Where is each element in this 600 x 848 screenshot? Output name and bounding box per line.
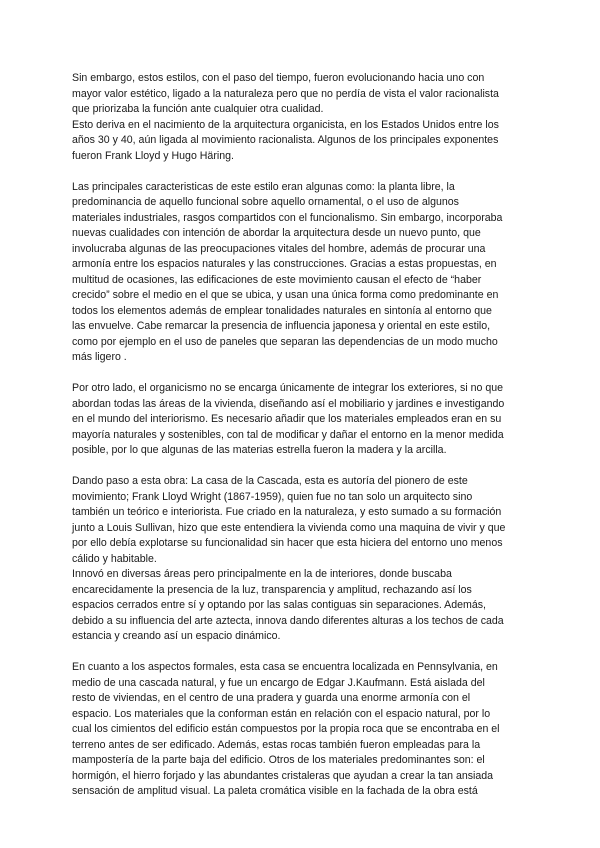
text-line: que priorizaba la función ante cualquier otra cualidad.: [72, 103, 324, 115]
text-line: nuevas cualidades con intención de abordar la arquitectura desde un nuevo punto, que: [72, 227, 481, 239]
text-line: Sin embargo, estos estilos, con el paso del tiempo, fueron evolucionando hacia uno con: [72, 72, 485, 84]
text-line: todos los elementos además de emplear tonalidades naturales en sintonía al entorno que: [72, 304, 492, 317]
paragraph: [72, 180, 534, 366]
text-line: también un teórico e interiorista. Fue criado en la naturaleza, y esto sumado a su formación: [72, 506, 502, 518]
text-line: En cuanto a los aspectos formales, esta casa se encuentra localizada en Pennsylvania, en: [72, 661, 498, 673]
text-line: estancia y creando así un espacio dinámico.: [72, 630, 281, 642]
text-line: armonía entre los espacios naturales y las construcciones. Gracias a estas propuestas, en: [72, 258, 497, 270]
text-line: Por otro lado, el organicismo no se encarga únicamente de integrar los exteriores, si no que: [72, 382, 504, 394]
text-line: fueron Frank Lloyd y Hugo Häring.: [72, 149, 234, 162]
text-line: Las principales caracteristicas de este estilo eran algunas como: la planta libre, la: [72, 180, 455, 193]
text-line: mampostería de la parte baja del edificio. Otros de los materiales predominantes son: el: [72, 754, 485, 766]
text-line: mayoría naturales y sostenibles, con tal de modificar y dañar el entorno en la menor medida: [72, 428, 504, 441]
text-line: materiales industriales, rasgos compartidos con el funcionalismo. Sin embargo, incorporaba: [72, 211, 503, 224]
text-line: posible, por lo que algunas de las materias estrella fueron la madera y la arcilla.: [72, 444, 447, 456]
text-line: las envuelve. Cabe remarcar la presencia de influencia japonesa y oriental en este estilo,: [72, 320, 491, 332]
text-line: resto de viviendas, en el centro de una pradera y guarda una enorme armonía con el: [72, 692, 471, 704]
text-line: sensación de amplitud visual. La paleta cromática visible en la fachada de la obra está: [72, 785, 478, 797]
document-body: [72, 71, 534, 815]
text-line: años 30 y 40, aún ligada al movimiento racionalista. Algunos de los principales exponentes: [72, 134, 499, 146]
text-line: espacios cerrados entre sí y optando por las salas contiguas sin separaciones. Además,: [72, 599, 486, 611]
text-line: predominancia de aquello funcional sobre aquello ornamental, o el uso de algunos: [72, 196, 459, 208]
text-line: junto a Louis Sullivan, hizo que este entendiera la vivienda como una maquina de vivir y que: [72, 521, 506, 534]
text-line: medio de una cascada natural, y fue un encargo de Edgar J.Kaufmann. Está aislada del: [72, 676, 485, 689]
text-line: movimiento; Frank Lloyd Wright (1867-1959), quien fue no tan solo un arquitecto sino: [72, 490, 473, 503]
text-line: Esto deriva en el nacimiento de la arquitectura organicista, en los Estados Unidos entre los: [72, 118, 499, 131]
paragraph: [72, 381, 534, 459]
text-line: mayor valor estético, ligado a la naturaleza pero que no perdía de vista el valor racionalista: [72, 87, 499, 100]
text-line: Innovó en diversas áreas pero principalmente en la de interiores, donde buscaba: [72, 568, 452, 580]
text-line: debido a su influencia del arte aztecta, innova dando diferentes alturas a los techos de cada: [72, 614, 504, 627]
text-line: multitud de ocasiones, las edificaciones de este movimiento causan el efecto de “haber: [72, 273, 482, 286]
text-line: más ligero .: [72, 351, 127, 363]
text-line: por ello debía explotarse su funcionalidad sin hacer que esta hiciera del entorno uno menos: [72, 537, 503, 549]
text-line: como por ejemplo en el uso de paneles que separan las dependencias de un modo mucho: [72, 335, 498, 348]
text-line: espacio. Los materiales que la conforman están en relación con el espacio natural, por lo: [72, 707, 491, 720]
text-line: hormigón, el hierro forjado y las abundantes cristaleras que ayudan a crear la tan ansiada: [72, 769, 494, 782]
text-line: en el mundo del interiorismo. Es necesario añadir que los materiales empleados eran en su: [72, 413, 502, 425]
text-line: abordan todas las áreas de la vivienda, diseñando así el mobiliario y jardines e investigando: [72, 397, 505, 410]
text-line: involucraba algunas de las preocupaciones vitales del hombre, además de procurar una: [72, 242, 486, 255]
text-line: cual los cimientos del edificio están compuestos por la propia roca que se encontraba en el: [72, 723, 500, 735]
paragraph: [72, 474, 534, 645]
text-line: encarecidamente la presencia de la luz, transparencia y amplitud, rechazando así los: [72, 583, 472, 596]
text-line: terreno antes de ser edificado. Además, estas rocas también fueron empleadas para la: [72, 738, 481, 751]
text-line: cálido y habitable.: [72, 552, 157, 565]
paragraph: [72, 71, 534, 164]
paragraph: [72, 660, 534, 800]
text-line: Dando paso a esta obra: La casa de la Cascada, esta es autoría del pionero de este: [72, 475, 468, 487]
text-line: crecido” sobre el medio en el que se ubica, y usan una única forma como predominante en: [72, 289, 499, 301]
